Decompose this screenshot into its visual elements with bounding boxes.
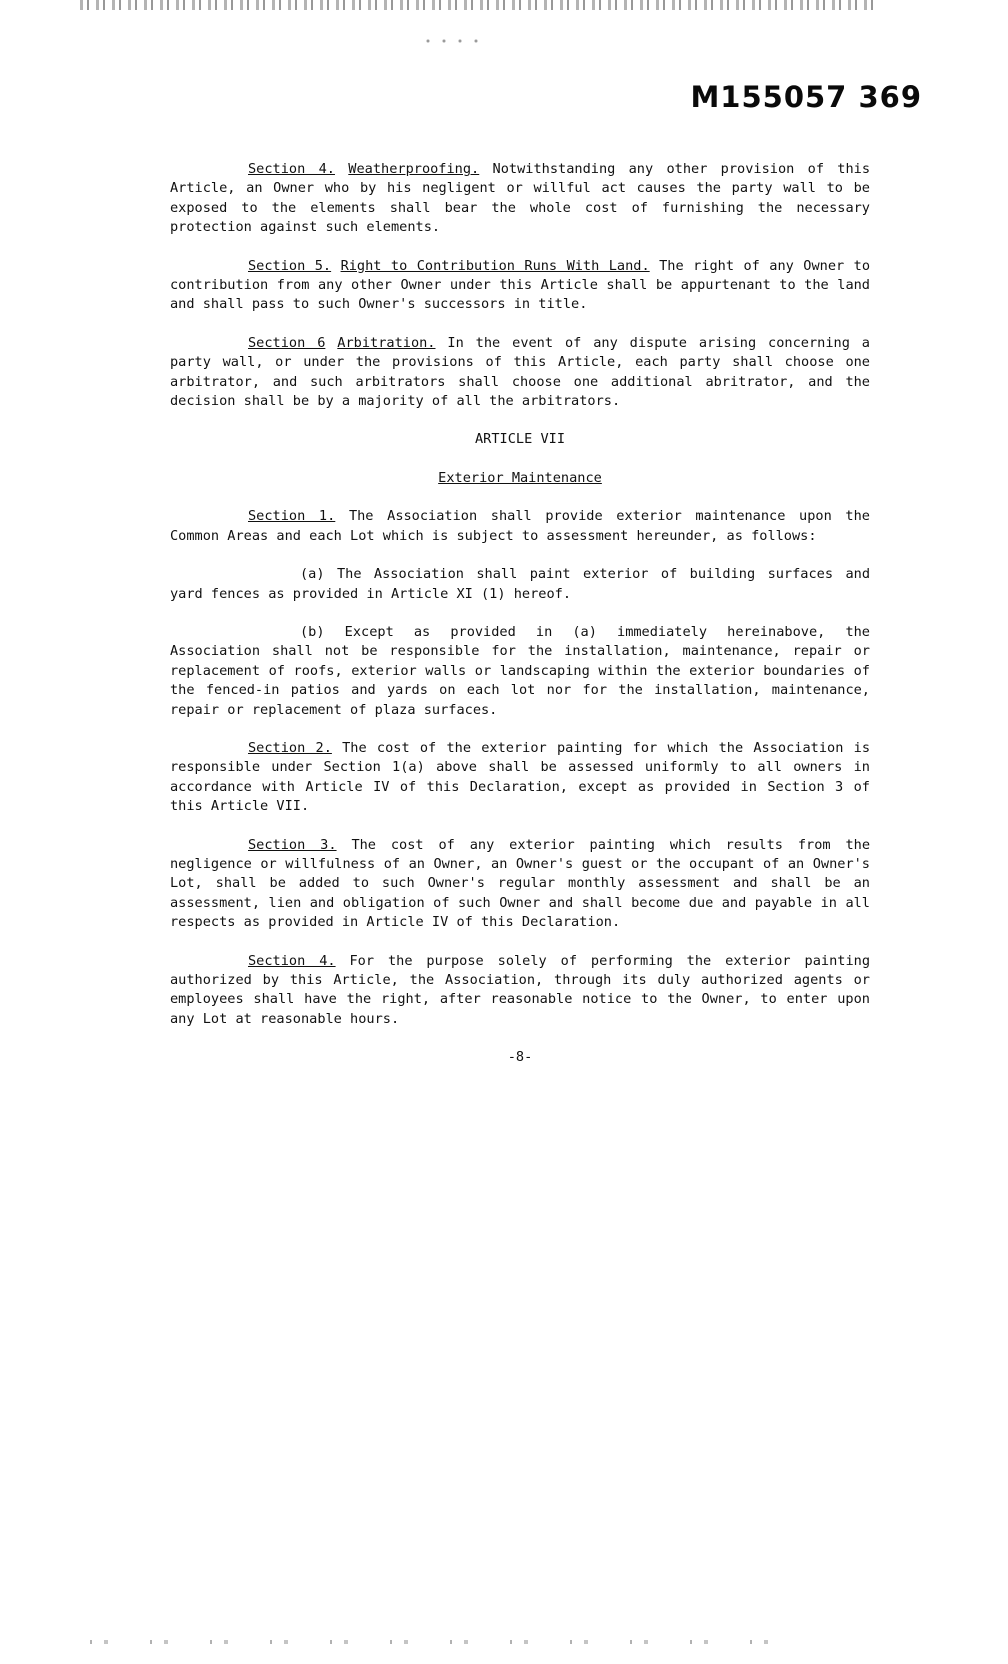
section-label: Section 4. [248,161,335,177]
scan-artifact-bottom [90,1640,770,1644]
section-title: Weatherproofing. [348,161,480,177]
paragraph-article-7-section-3 [170,836,870,933]
section-text: The Association shall provide exterior maintenance upon the Common Areas and each Lot which is subject to assessment hereunder, as follows: [170,508,870,544]
section-text: Notwithstanding any other provision of this Article, an Owner who by his negligent or willful act causes the party wall to be exposed to the elements shall bear the whole cost of furnishing the necessary protection against such elements. [170,161,871,236]
document-number: M155057 369 [690,80,922,114]
section-label: Section 1. [248,508,336,525]
paragraph-subsection-b: (b) Except as provided in (a) immediately hereinabove, the Association shall not be responsible for the installation, maintenance, repair or replacement of roofs, exterior walls or landscaping within the exterior boundaries of the fenced-in patios and yards on each lot nor for the installation, maintenance, repair or replacement of plaza surfaces. [170,623,870,718]
paragraph-article-7-section-2 [170,739,870,817]
section-text: The cost of the exterior painting for which the Association is responsible under Section 1(a) above shall be assessed uniformly to all owners in accordance with Article IV of this Declaration, except as provided in Section 3 of this Article VII. [170,739,870,815]
section-title: Arbitration. [337,334,436,351]
article-title [170,469,870,488]
scan-artifact-top [80,0,880,10]
scan-artifact-dots [420,38,480,44]
paragraph-subsection-a: (a) The Association shall paint exterior of building surfaces and yard fences as provided in Article XI (1) hereof. [170,566,870,602]
paragraph-section-6-arbitration [170,334,870,412]
section-label: Section 3. [248,836,337,853]
section-text: For the purpose solely of performing the exterior painting authorized by this Article, the Association, through its duly authorized agents or employees shall have the right, after reasonable notice to the Owner, to enter upon any Lot at reasonable hours. [170,952,871,1027]
page-number: -8- [507,1049,533,1066]
section-label: Section 4. [248,952,336,969]
article-heading: ARTICLE VII [474,431,566,448]
paragraph-article-7-section-1 [170,507,870,546]
section-label: Section 6 [248,334,326,351]
paragraph-section-5-contribution [170,257,870,315]
section-text: The cost of any exterior painting which results from the negligence or willfulness of an Owner, an Owner's guest or the occupant of an Owner's Lot, shall be added to such Owner's regular monthly assessment and shall be an assessment, lien and obligation of such Owner and shall become due and payable in all respects as provided in Article IV of this Declaration. [170,836,871,931]
section-text: The right of any Owner to contribution from any other Owner under this Article shall be appurtenant to the land and shall pass to such Owner's successors in title. [170,257,871,313]
article-title-text: Exterior Maintenance [438,469,602,486]
section-title: Right to Contribution Runs With Land. [340,257,650,274]
section-label: Section 2. [248,739,332,756]
paragraph-article-7-section-4 [170,952,870,1030]
section-label: Section 5. [248,257,332,274]
document-body [170,160,870,1068]
paragraph-section-4-weatherproofing [170,160,870,238]
section-text: In the event of any dispute arising concerning a party wall, or under the provisions of this Article, each party shall choose one arbitrator, and such arbitrators shall choose one additional abritrator, and the decision shall be by a majority of all the arbitrators. [170,334,870,410]
